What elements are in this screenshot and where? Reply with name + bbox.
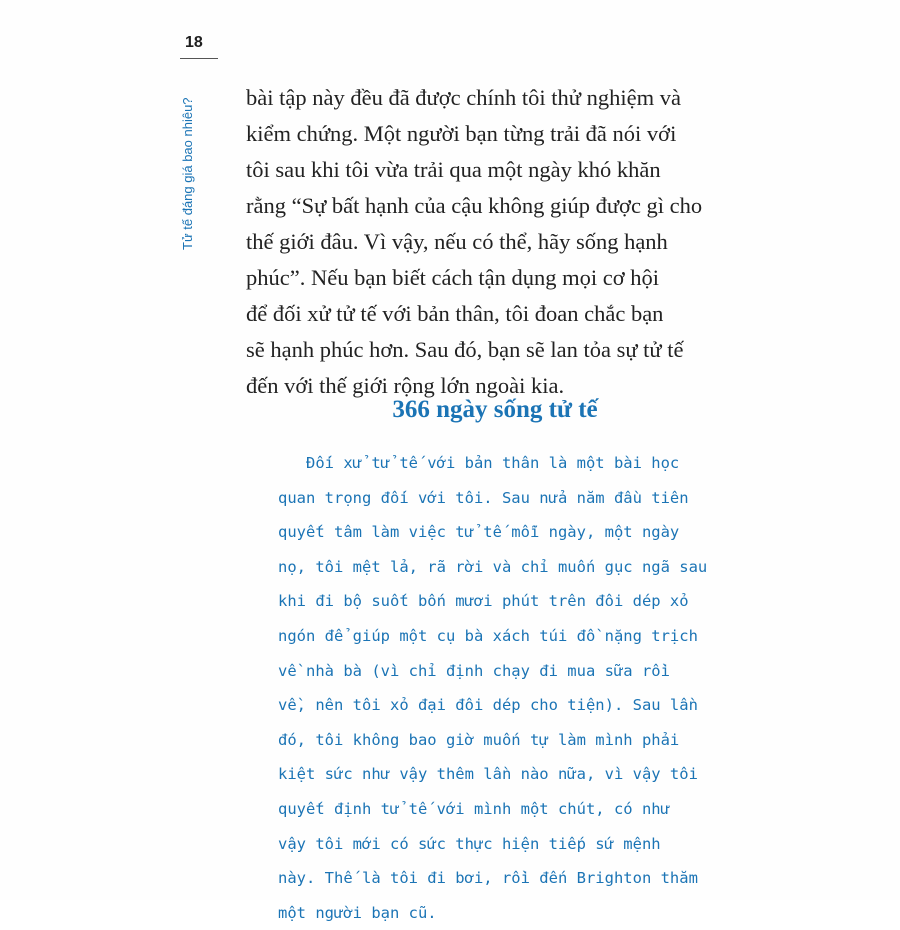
story-line: đó, tôi không bao giờ muốn tự làm mình phải [278, 730, 680, 749]
body-line: thế giới đâu. Vì vậy, nếu có thể, hãy sống hạnh [246, 229, 668, 254]
story-line: quyết định tử tế với mình một chút, có như [278, 799, 670, 818]
story-line: Đối xử tử tế với bản thân là một bài học [278, 454, 680, 472]
page-number: 18 [185, 34, 203, 51]
story-line: quan trọng đối với tôi. Sau nửa năm đầu tiên [278, 488, 689, 507]
body-line: tôi sau khi tôi vừa trải qua một ngày khó khăn [246, 157, 661, 182]
body-line: kiểm chứng. Một người bạn từng trải đã nói với [246, 121, 677, 146]
story-line: về nhà bà (vì chỉ định chạy đi mua sữa rồi [278, 661, 670, 680]
body-line: bài tập này đều đã được chính tôi thử nghiệm và [246, 85, 681, 110]
body-line: rằng “Sự bất hạnh của cậu không giúp được gì cho [246, 193, 703, 218]
story-line: nọ, tôi mệt lả, rã rời và chỉ muốn gục ngã sau [278, 557, 708, 576]
section-heading: 366 ngày sống tử tế [392, 396, 598, 423]
story-line: kiệt sức như vậy thêm lần nào nữa, vì vậy tôi [278, 765, 698, 784]
story-line: về, nên tôi xỏ đại đôi dép cho tiện). Sau lần [278, 696, 698, 715]
running-head: Tử tế đáng giá bao nhiêu? [180, 97, 195, 250]
body-paragraph [246, 80, 726, 404]
body-line: để đối xử tử tế với bản thân, tôi đoan chắc bạn [246, 301, 664, 326]
body-line: sẽ hạnh phúc hơn. Sau đó, bạn sẽ lan tỏa sự tử tế [246, 337, 684, 362]
story-line: một người bạn cũ. [278, 903, 437, 922]
body-line: phúc”. Nếu bạn biết cách tận dụng mọi cơ hội [246, 265, 660, 290]
story-line: này. Thế là tôi đi bơi, rồi đến Brighton thăm [278, 869, 698, 888]
story-line: vậy tôi mới có sức thực hiện tiếp sứ mệnh [278, 834, 661, 853]
story-paragraph [278, 446, 718, 930]
story-line: quyết tâm làm việc tử tế mỗi ngày, một ngày [278, 523, 680, 542]
page-number-rule [180, 58, 218, 59]
story-line: khi đi bộ suốt bốn mươi phút trên đôi dép xỏ [278, 592, 689, 611]
body-line: đến với thế giới rộng lớn ngoài kia. [246, 373, 565, 398]
story-line: ngón để giúp một cụ bà xách túi đồ nặng trịch [278, 626, 698, 645]
